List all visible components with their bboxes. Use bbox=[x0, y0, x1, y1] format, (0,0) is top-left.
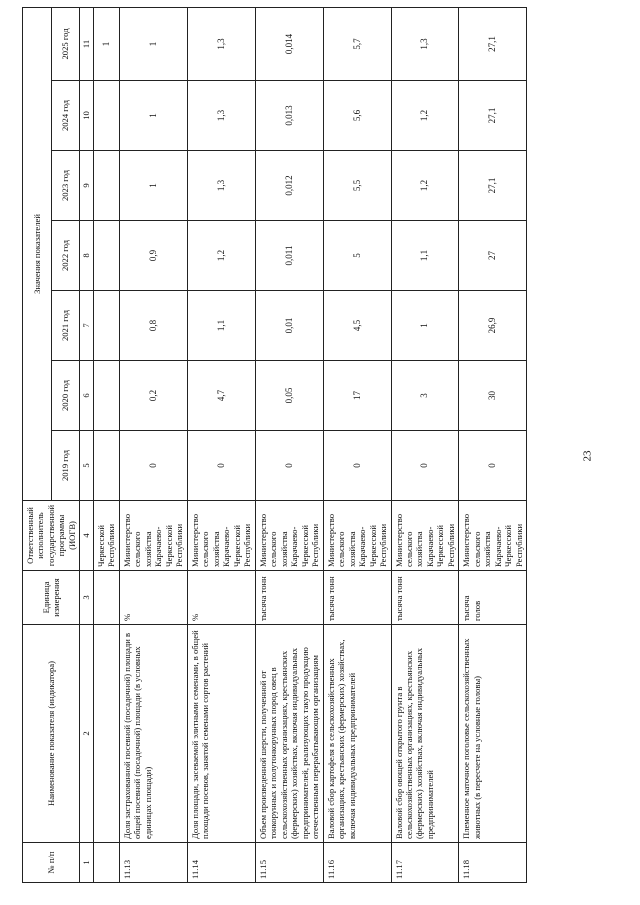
header-year: 2024 год bbox=[51, 81, 80, 151]
row-value: 27,1 bbox=[459, 81, 527, 151]
header-name: Наименование показателя (индикатора) bbox=[23, 625, 80, 843]
row-value: 4,5 bbox=[323, 291, 391, 361]
table-row bbox=[391, 7, 459, 882]
col-number: 2 bbox=[80, 625, 93, 843]
row-value: 5,7 bbox=[323, 7, 391, 80]
row-value: 30 bbox=[459, 361, 527, 431]
row-value: 1,2 bbox=[391, 151, 459, 221]
table-row bbox=[255, 7, 323, 882]
row-value: 26,9 bbox=[459, 291, 527, 361]
row-responsible: Министерство сельского хозяйства Карачаево-Черкесской Республики bbox=[255, 501, 323, 571]
row-value: 0,05 bbox=[255, 361, 323, 431]
row-responsible: Министерство сельского хозяйства Карачаево-Черкесской Республики bbox=[391, 501, 459, 571]
row-value: 1 bbox=[391, 291, 459, 361]
page-number: 23 bbox=[581, 450, 594, 462]
row-name: Объем произведенной шерсти, полученной от тонкорунных и полутонкорунных пород овец в сельскохозяйственных организациях, крестьянских (фермерских) хозяйствах, включая индивидуальных предпринимателей, реализующих такую продукцию отечественным перерабатывающим организациям bbox=[255, 625, 323, 843]
row-unit: тысяча голов bbox=[459, 571, 527, 625]
col-number: 9 bbox=[80, 151, 93, 221]
row-value: 5 bbox=[323, 221, 391, 291]
col-number: 3 bbox=[80, 571, 93, 625]
row-unit: % bbox=[119, 571, 187, 625]
header-year: 2020 год bbox=[51, 361, 80, 431]
col-number: 5 bbox=[80, 431, 93, 501]
row-name: Доля застрахованной посевной (посадочной) площади в общей посевной (посадочной) площади (в условных единицах площади) bbox=[119, 625, 187, 843]
table-body bbox=[119, 7, 526, 882]
row-value: 0,01 bbox=[255, 291, 323, 361]
row-value: 1,3 bbox=[187, 7, 255, 80]
row-unit: тысяча тонн bbox=[323, 571, 391, 625]
header-num: № п/п bbox=[23, 843, 80, 883]
row-code: 11.13 bbox=[119, 843, 187, 883]
row-code: 11.14 bbox=[187, 843, 255, 883]
col-number: 11 bbox=[80, 7, 93, 80]
header-year: 2019 год bbox=[51, 431, 80, 501]
row-name: Доля площади, засеваемой элитными семенами, в общей площади посевов, занятой семенами сортов растений bbox=[187, 625, 255, 843]
row-value: 3 bbox=[391, 361, 459, 431]
row-value: 27,1 bbox=[459, 7, 527, 80]
header-year: 2021 год bbox=[51, 291, 80, 361]
row-name: Валовой сбор овощей открытого грунта в сельскохозяйственных организациях, крестьянских (фермерских) хозяйствах, включая индивидуальных предпринимателей bbox=[391, 625, 459, 843]
row-value: 5,5 bbox=[323, 151, 391, 221]
header-unit: Единица измерения bbox=[23, 571, 80, 625]
row-value: 0,014 bbox=[255, 7, 323, 80]
row-value: 1 bbox=[119, 7, 187, 80]
row-value: 0 bbox=[391, 431, 459, 501]
row-value: 1,3 bbox=[391, 7, 459, 80]
col-number: 10 bbox=[80, 81, 93, 151]
header-year: 2022 год bbox=[51, 221, 80, 291]
row-unit: тысяча тонн bbox=[391, 571, 459, 625]
row-value: 0,012 bbox=[255, 151, 323, 221]
rotated-page bbox=[22, 8, 607, 883]
indicators-table bbox=[22, 7, 527, 883]
row-value: 1,3 bbox=[187, 81, 255, 151]
row-responsible: Министерство сельского хозяйства Карачаево-Черкесской Республики bbox=[187, 501, 255, 571]
row-value: 1,1 bbox=[391, 221, 459, 291]
table-row bbox=[187, 7, 255, 882]
header-year: 2023 год bbox=[51, 151, 80, 221]
row-value: 0 bbox=[255, 431, 323, 501]
col-number: 8 bbox=[80, 221, 93, 291]
row-responsible: Министерство сельского хозяйства Карачаево-Черкесской Республики bbox=[459, 501, 527, 571]
col-number: 7 bbox=[80, 291, 93, 361]
row-code: 11.17 bbox=[391, 843, 459, 883]
row-value: 0,013 bbox=[255, 81, 323, 151]
row-value: 1,2 bbox=[391, 81, 459, 151]
row-value: 0,9 bbox=[119, 221, 187, 291]
col-number: 1 bbox=[80, 843, 93, 883]
row-unit: % bbox=[187, 571, 255, 625]
row-code: 11.15 bbox=[255, 843, 323, 883]
continuation-responsible: Черкесской Республики bbox=[93, 501, 119, 571]
table-row bbox=[119, 7, 187, 882]
row-value: 0 bbox=[459, 431, 527, 501]
row-value: 4,7 bbox=[187, 361, 255, 431]
row-value: 0 bbox=[187, 431, 255, 501]
col-number: 4 bbox=[80, 501, 93, 571]
row-value: 0 bbox=[119, 431, 187, 501]
row-value: 27 bbox=[459, 221, 527, 291]
row-responsible: Министерство сельского хозяйства Карачаево-Черкесской Республики bbox=[323, 501, 391, 571]
col-number: 6 bbox=[80, 361, 93, 431]
header-responsible: Ответственный исполнитель государственной программы (ИОГВ) bbox=[23, 501, 80, 571]
continuation-row bbox=[93, 7, 119, 882]
table-row bbox=[459, 7, 527, 882]
row-responsible: Министерство сельского хозяйства Карачаево-Черкесской Республики bbox=[119, 501, 187, 571]
row-value: 0,011 bbox=[255, 221, 323, 291]
row-value: 1 bbox=[119, 151, 187, 221]
row-code: 11.18 bbox=[459, 843, 527, 883]
row-value: 1,2 bbox=[187, 221, 255, 291]
header-values: Значения показателей bbox=[23, 7, 52, 500]
row-value: 1,3 bbox=[187, 151, 255, 221]
row-code: 11.16 bbox=[323, 843, 391, 883]
header-year: 2025 год bbox=[51, 7, 80, 80]
row-value: 0,2 bbox=[119, 361, 187, 431]
row-name: Валовой сбор картофеля в сельскохозяйственных организациях, крестьянских (фермерских) хозяйствах, включая индивидуальных предпринимателей bbox=[323, 625, 391, 843]
row-value: 17 bbox=[323, 361, 391, 431]
row-value: 27,1 bbox=[459, 151, 527, 221]
row-unit: тысяча тонн bbox=[255, 571, 323, 625]
row-value: 5,6 bbox=[323, 81, 391, 151]
row-value: 1 bbox=[119, 81, 187, 151]
row-name: Племенное маточное поголовье сельскохозяйственных животных (в пересчете на условные головы) bbox=[459, 625, 527, 843]
continuation-value: 1 bbox=[93, 7, 119, 80]
row-value: 1,1 bbox=[187, 291, 255, 361]
table-row bbox=[323, 7, 391, 882]
row-value: 0 bbox=[323, 431, 391, 501]
row-value: 0,8 bbox=[119, 291, 187, 361]
